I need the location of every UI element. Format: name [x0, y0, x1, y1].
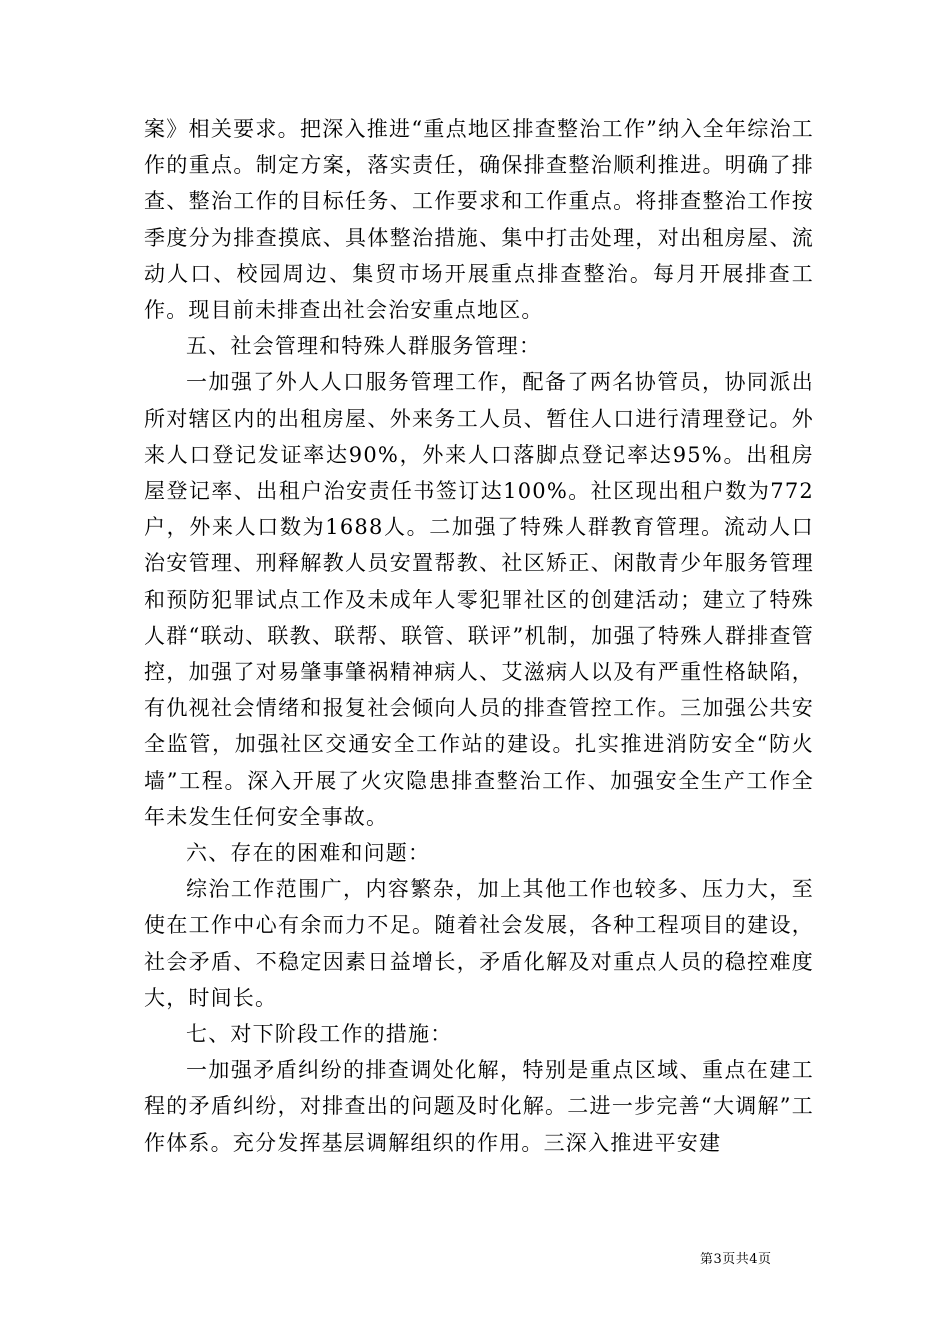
- section-heading-6: 六、存在的困难和问题：: [186, 841, 431, 866]
- paragraph-next-measures: 一加强矛盾纠纷的排查调处化解，特别是重点区域、重点在建工程的矛盾纠纷，对排查出的问题及时化解。二进一步完善“大调解”工作体系。充分发挥基层调解组织的作用。三深入推进平安建: [144, 1058, 814, 1155]
- document-body: [144, 111, 814, 1161]
- paragraph-population-management: 一加强了外人人口服务管理工作，配备了两名协管员，协同派出所对辖区内的出租房屋、外来务工人员、暂住人口进行清理登记。外来人口登记发证率达90%，外来人口落脚点登记率达95%。出租房屋登记率、出租户治安责任书签订达100%。社区现出租户数为772户，外来人口数为1688人。二加强了特殊人群教育管理。流动人口治安管理、刑释解教人员安置帮教、社区矫正、闲散青少年服务管理和预防犯罪试点工作及未成年人零犯罪社区的创建活动；建立了特殊人群“联动、联教、联帮、联管、联评”机制，加强了特殊人群排查管控，加强了对易肇事肇祸精神病人、艾滋病人以及有严重性格缺陷，有仇视社会情绪和报复社会倾向人员的排查管控工作。三加强公共安全监管，加强社区交通安全工作站的建设。扎实推进消防安全“防火墙”工程。深入开展了火灾隐患排查整治工作、加强安全生产工作全年未发生任何安全事故。: [144, 370, 814, 829]
- paragraph-zoning-requirements: 案》相关要求。把深入推进“重点地区排查整治工作”纳入全年综治工作的重点。制定方案，落实责任，确保排查整治顺利推进。明确了排查、整治工作的目标任务、工作要求和工作重点。将排查整治工作按季度分为排查摸底、具体整治措施、集中打击处理，对出租房屋、流动人口、校园周边、集贸市场开展重点排查整治。每月开展排查工作。现目前未排查出社会治安重点地区。: [144, 117, 814, 323]
- section-heading-7: 七、对下阶段工作的措施：: [186, 1022, 453, 1047]
- paragraph-difficulties: 综治工作范围广，内容繁杂，加上其他工作也较多、压力大，至使在工作中心有余而力不足。随着社会发展，各种工程项目的建设，社会矛盾、不稳定因素日益增长，矛盾化解及对重点人员的稳控难度大，时间长。: [144, 877, 814, 1010]
- section-heading-5: 五、社会管理和特殊人群服务管理：: [186, 334, 542, 359]
- page-number-footer: 第3页共4页: [700, 1252, 772, 1267]
